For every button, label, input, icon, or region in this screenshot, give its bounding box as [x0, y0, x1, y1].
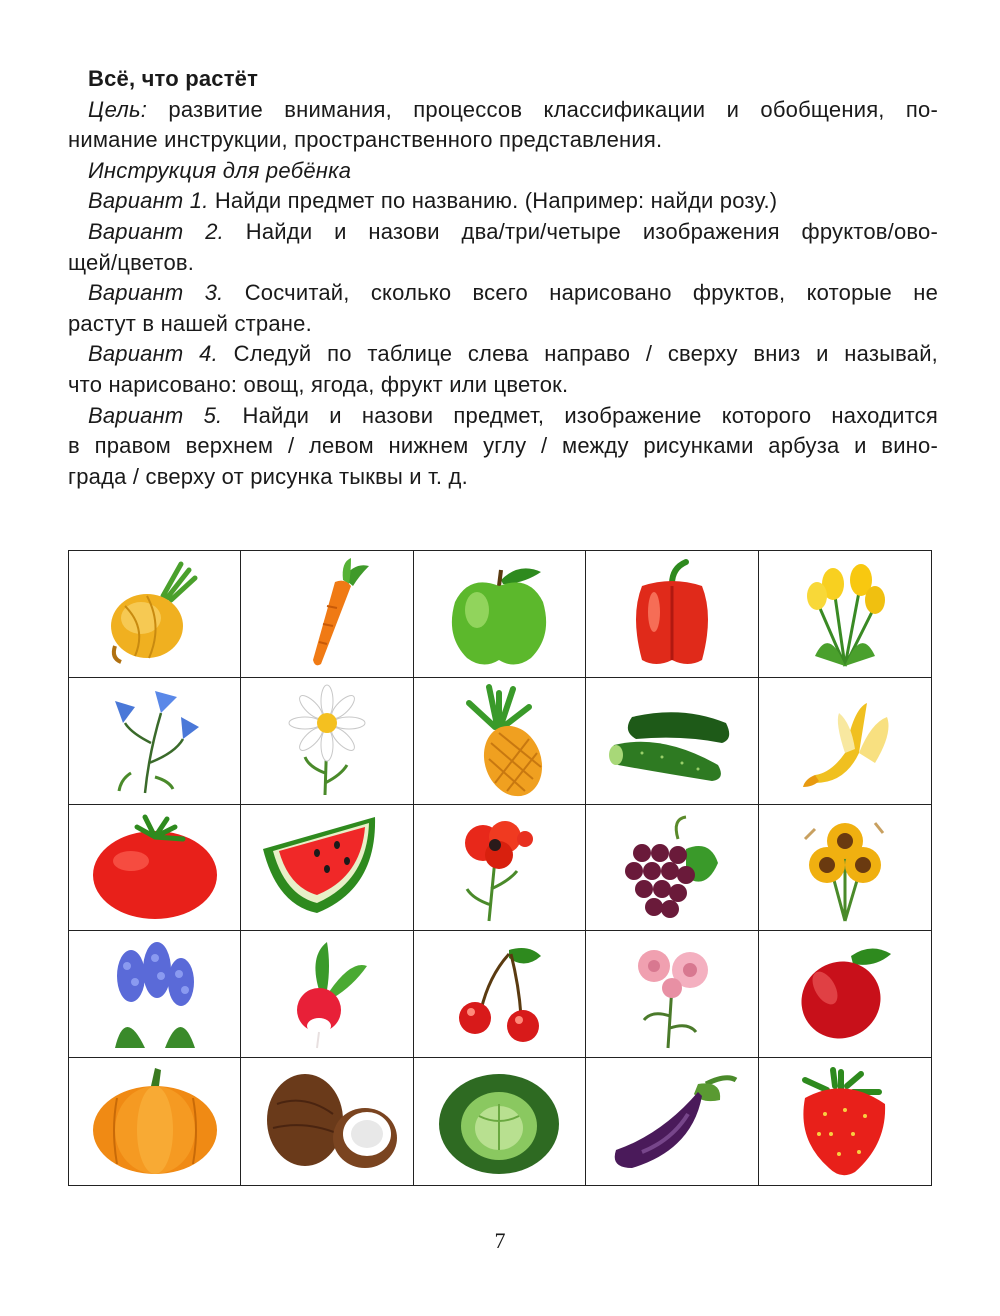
radish-icon: [257, 936, 397, 1052]
cell-watermelon: [241, 805, 413, 932]
goal-line-1: Цель: развитие внимания, процессов классификации и обобщения, по-: [88, 96, 939, 122]
grapes-icon: [602, 809, 742, 925]
cell-coconut: [241, 1058, 413, 1185]
cell-bluebell: [69, 678, 241, 805]
cell-cucumbers: [586, 678, 758, 805]
green-apple-icon: [429, 556, 569, 672]
tulips-icon: [775, 556, 915, 672]
cell-radish: [241, 931, 413, 1058]
goal-label: Цель:: [88, 96, 148, 122]
cell-poppy: [414, 805, 586, 932]
cell-pineapple: [414, 678, 586, 805]
cell-bell-pepper: [586, 551, 758, 678]
cell-plum: [759, 931, 931, 1058]
cherries-icon: [429, 936, 569, 1052]
cucumbers-icon: [602, 683, 742, 799]
roses-icon: [602, 936, 742, 1052]
bluebell-icon: [85, 683, 225, 799]
picture-table: [68, 550, 932, 1186]
cell-daisy: [241, 678, 413, 805]
cell-tulips: [759, 551, 931, 678]
poppy-icon: [429, 809, 569, 925]
instruction-text: [68, 64, 939, 492]
onion-icon: [85, 556, 225, 672]
variant-5-label: Вариант 5.: [88, 402, 223, 428]
goal-paragraph: [68, 95, 939, 156]
page-number: 7: [494, 1228, 506, 1253]
cell-banana: [759, 678, 931, 805]
variant-5: Вариант 5. Найди и назови предмет, изображение которого находится в правом верхнем / левом нижнем углу / между рисунками арбуза и вино- града / сверху от рисунка тыквы и т. д.: [68, 402, 938, 489]
banana-icon: [775, 683, 915, 799]
variant-3: Вариант 3. Сосчитай, сколько всего нарисовано фруктов, которые не растут в нашей стране.: [68, 280, 938, 336]
carrot-icon: [257, 556, 397, 672]
cell-sunflowers: [759, 805, 931, 932]
cell-hyacinth: [69, 931, 241, 1058]
cell-cherries: [414, 931, 586, 1058]
cell-green-apple: [414, 551, 586, 678]
variant-1: Вариант 1. Найди предмет по названию. (Например: найди розу.): [88, 188, 778, 214]
cell-grapes: [586, 805, 758, 932]
cell-carrot: [241, 551, 413, 678]
cell-roses: [586, 931, 758, 1058]
cell-eggplant: [586, 1058, 758, 1185]
plum-icon: [775, 936, 915, 1052]
instruction-label: Инструкция для ребёнка: [88, 157, 352, 183]
watermelon-slice-icon: [257, 809, 397, 925]
cell-strawberry: [759, 1058, 931, 1185]
variant-4: Вариант 4. Следуй по таблице слева направо / сверху вниз и называй, что нарисовано: овощ, ягода, фрукт или цветок.: [68, 341, 938, 397]
pumpkin-icon: [85, 1064, 225, 1180]
sunflowers-icon: [775, 809, 915, 925]
tomato-icon: [85, 809, 225, 925]
cell-cabbage: [414, 1058, 586, 1185]
page-title: Всё, что растёт: [88, 66, 259, 91]
eggplant-icon: [602, 1064, 742, 1180]
goal-line-2: нимание инструкции, пространственного представления.: [68, 127, 663, 153]
coconut-icon: [257, 1064, 397, 1180]
daisy-icon: [257, 683, 397, 799]
variant-3-label: Вариант 3.: [88, 280, 224, 306]
instruction-label-paragraph: [88, 156, 938, 187]
cell-tomato: [69, 805, 241, 932]
variant-1-label: Вариант 1.: [88, 188, 209, 214]
cabbage-icon: [429, 1064, 569, 1180]
hyacinth-icon: [85, 936, 225, 1052]
pineapple-icon: [429, 683, 569, 799]
bell-pepper-icon: [602, 556, 742, 672]
strawberry-icon: [775, 1064, 915, 1180]
variant-2-label: Вариант 2.: [88, 218, 224, 244]
variant-4-label: Вариант 4.: [88, 341, 218, 367]
variant-2: Вариант 2. Найди и назови два/три/четыре изображения фруктов/ово- щей/цветов.: [68, 218, 939, 275]
cell-onion: [69, 551, 241, 678]
cell-pumpkin: [69, 1058, 241, 1185]
